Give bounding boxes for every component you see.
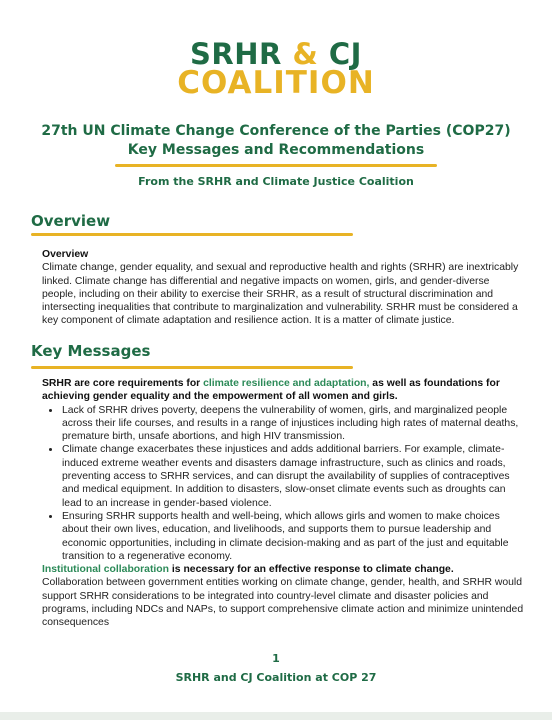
overview-divider (31, 233, 353, 236)
key-messages-divider (31, 366, 353, 369)
bottom-band (0, 712, 552, 720)
lead-text-2: as well as foundations for achieving gender equality and the empowerment of all women and girls. (42, 378, 500, 403)
lead-text-1: SRHR are core requirements for (42, 378, 204, 389)
document-subtitle: From the SRHR and Climate Justice Coalition (138, 175, 414, 188)
list-item: • Lack of SRHR drives poverty, deepens the vulnerability of women, girls, and marginalized people across their life courses, and results in a range of injustices including high rates of maternal deaths, premature birth, unsafe abortions, and high HIV transmission. (61, 404, 524, 444)
key-messages-list (42, 404, 524, 564)
list-item: • Ensuring SRHR supports health and well-being, which allows girls and women to make choices about their own lives, education, and livelihoods, and supports them to pursue leadership and economic opportunities, including in climate decision-making and as part of the just and equitable transition to a regenerative economy. (61, 510, 524, 563)
overview-label: Overview (42, 249, 89, 260)
page-footer: SRHR and CJ Coalition at COP 27 (175, 671, 377, 684)
page-number: 1 (272, 652, 280, 665)
document-title (0, 122, 552, 160)
logo-cj: CJ (328, 37, 362, 71)
overview-body: Climate change, gender equality, and sexual and reproductive health and rights (SRHR) are inextricably linked. Climate change has differential and negative impacts on women, girls, and gender-diverse people, including on their ability to exercise their SRHR, as a result of structural discrimination and intersecting inequalities that contribute to marginalization and vulnerability. SRHR must be considered a key component of climate adaptation and resilience action. It is a matter of climate justice. (42, 262, 519, 327)
institutional-highlight: Institutional collaboration (42, 564, 169, 575)
lead-highlight: climate resilience and adaptation, (203, 378, 370, 389)
overview-section (42, 248, 524, 328)
key-messages-section (42, 377, 524, 563)
coalition-logo (0, 37, 552, 101)
title-line-1: 27th UN Climate Change Conference of the Parties (COP27) (41, 123, 511, 139)
institutional-lead-rest: is necessary for an effective response to climate change. (169, 564, 454, 575)
key-messages-lead (42, 377, 524, 404)
title-line-2: Key Messages and Recommendations (127, 142, 425, 158)
logo-ampersand: & (292, 37, 319, 71)
list-item: • Climate change exacerbates these injustices and adds additional barriers. For example, climate-induced extreme weather events and disasters damage infrastructure, such as clinics and roads, preventing access to SRHR services, and can disrupt the availability of supplies of contraceptives and medical equipment. In addition to disasters, slow-onset climate events such as droughts can lead to an increase in gender-based violence. (61, 443, 524, 509)
institutional-lead (42, 563, 527, 576)
logo-coalition: COALITION (177, 65, 375, 101)
institutional-body: Collaboration between government entities working on climate change, gender, health, and SRHR would support SRHR considerations to be integrated into country-level climate and disaster policies and programs, including NDCs and NAPs, to support comprehensive climate action and minimize unintended consequences (42, 577, 524, 629)
key-messages-heading: Key Messages (31, 342, 151, 360)
title-divider (115, 164, 437, 167)
institutional-section (42, 563, 527, 629)
logo-srhr: SRHR (190, 37, 282, 71)
overview-heading: Overview (31, 212, 111, 230)
